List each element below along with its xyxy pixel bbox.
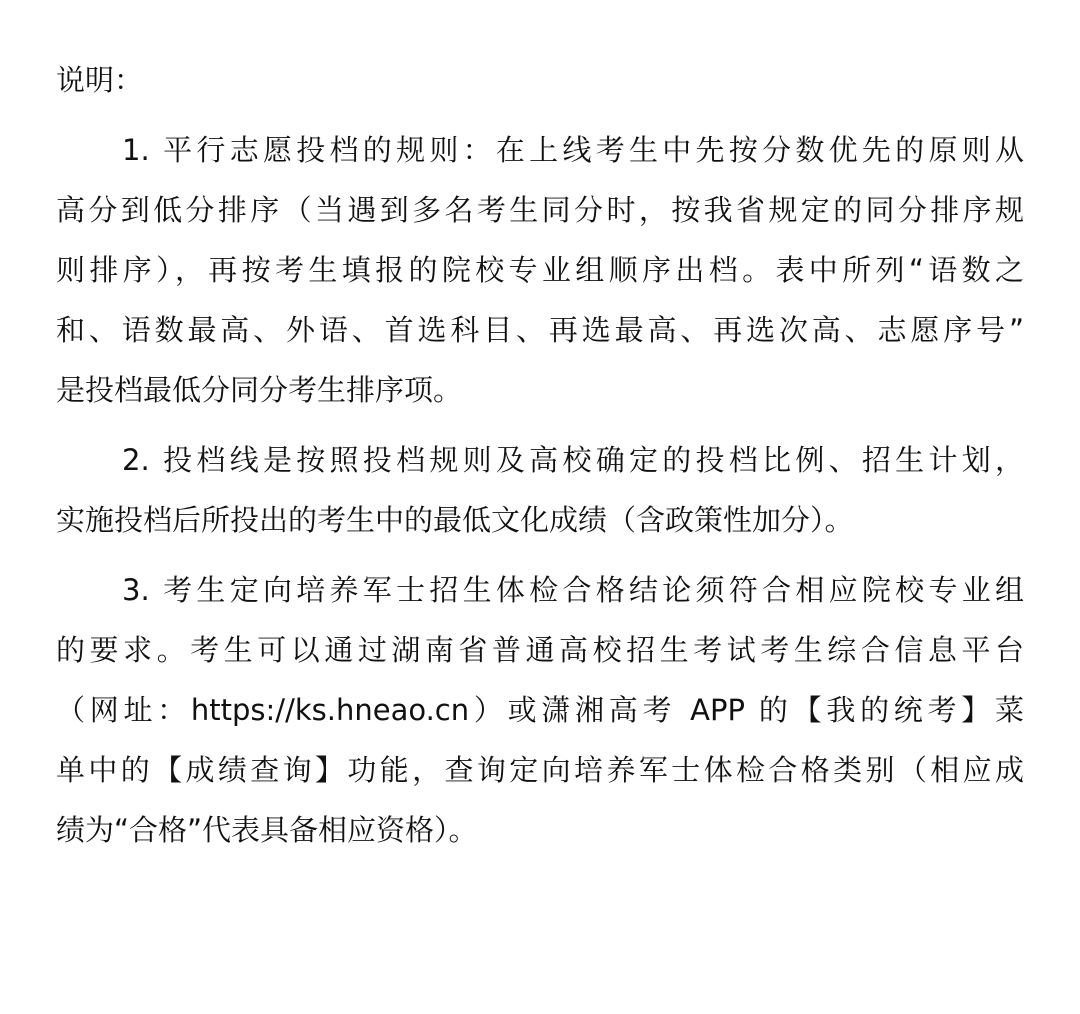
paragraph-3: [56, 560, 1024, 860]
paragraph-line: 2. 投档线是按照投档规则及高校确定的投档比例、招生计划，: [122, 443, 1024, 477]
paragraph-line: 和、语数最高、外语、首选科目、再选最高、再选次高、志愿序号”: [56, 313, 1024, 347]
paragraph-line: 的要求。考生可以通过湖南省普通高校招生考试考生综合信息平台: [56, 633, 1024, 667]
paragraph-line: 高分到低分排序（当遇到多名考生同分时，按我省规定的同分排序规: [56, 193, 1024, 227]
paragraph-1: [56, 120, 1024, 420]
heading: 说明：: [56, 63, 144, 97]
paragraph-line: 则排序），再按考生填报的院校专业组顺序出档。表中所列“语数之: [56, 253, 1024, 287]
paragraph-line: 单中的【成绩查询】功能，查询定向培养军士体检合格类别（相应成: [56, 753, 1024, 787]
document-body: [56, 50, 1024, 870]
paragraph-line: （网址：https://ks.hneao.cn）或潇湘高考 APP 的【我的统考】菜: [56, 693, 1024, 727]
paragraph-line: 绩为“合格”代表具备相应资格）。: [56, 813, 478, 847]
paragraph-line: 3. 考生定向培养军士招生体检合格结论须符合相应院校专业组: [122, 573, 1024, 607]
paragraph-2: [56, 430, 1024, 550]
paragraph-line: 实施投档后所投出的考生中的最低文化成绩（含政策性加分）。: [56, 503, 854, 537]
paragraph-line: 是投档最低分同分考生排序项。: [56, 373, 463, 407]
paragraph-line: 1. 平行志愿投档的规则：在上线考生中先按分数优先的原则从: [122, 133, 1024, 167]
